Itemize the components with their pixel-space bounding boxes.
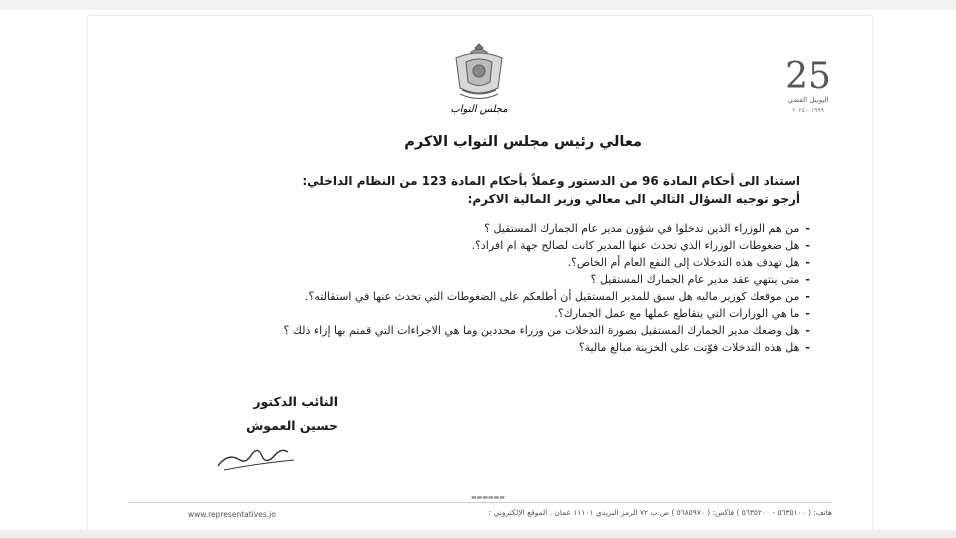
question-item: -من موقعك كوزير ماليه هل سبق للمدير المستقيل أن أطلعكم على الضغوطات التي تحدث عنها في استقالته؟. (305, 290, 810, 303)
letter-page (88, 16, 872, 534)
question-item: -هل ضغوطات الوزراء الذي تحدث عنها المدير كانت لصالح جهة ام افراد؟. (471, 239, 810, 252)
signer-title: النائب الدكتور (253, 394, 338, 409)
anniversary-caption: اليوبيل الفضي (787, 96, 829, 104)
question-item: -هل هذه التدخلات فوّتت على الخزينة مبالغ مالية؟ (578, 341, 810, 354)
council-name: مجلس النواب (450, 104, 508, 115)
viewer-bottom-bar (0, 530, 956, 538)
question-item: -متى ينتهي عقد مدير عام الجمارك المستقيل ؟ (590, 273, 810, 286)
viewer-top-bar (0, 0, 956, 10)
anniversary-years: ١٩٩٩ - ٢٠٢٤ (792, 107, 824, 114)
question-item: -هل وضعك مدير الجمارك المستقيل بصورة التدخلات من وزراء محددين وما هي الاجراءات التي قمتم بها إزاء ذلك ؟ (283, 324, 810, 337)
question-item: -هل تهدف هذه التدخلات إلى النفع العام أم الخاص؟. (567, 256, 810, 269)
question-item: -من هم الوزراء الذين تدخلوا في شؤون مدير عام الجمارك المستقيل ؟ (484, 222, 810, 235)
intro-line-1: استناد الى أحكام المادة 96 من الدستور وعملاً بأحكام المادة 123 من النظام الداخلي: (302, 174, 800, 188)
handwritten-signature-icon (214, 438, 304, 474)
anniversary-number: 25 (785, 56, 831, 97)
footer-stamp: ▬▬▬▬▬▬ (470, 494, 505, 501)
footer-contact: هاتف: ( ٥٦٣٥١٠٠ - ٥٦٣٥٢٠٠ ) فاكس: ( ٥٦٨٥٩٧٠ ) ص.ب ٧٢ الرمز البريدي ١١١٠١ عمان . الموقع الإلكتروني : (488, 508, 832, 517)
footer-website-link[interactable]: www.representatives.jo (188, 510, 276, 519)
anniversary-logo-icon (778, 46, 838, 124)
questions-list (160, 222, 810, 358)
royal-crest-icon (444, 40, 514, 118)
question-item: -ما هي الوزارات التي يتقاطع عملها مع عمل الجمارك؟. (554, 307, 810, 320)
signer-name: حسين العموش (246, 418, 338, 433)
recipient-line: معالي رئيس مجلس النواب الاكرم (404, 134, 642, 150)
intro-line-2: أرجو توجيه السؤال التالي الى معالي وزير المالية الاكرم: (467, 192, 800, 206)
